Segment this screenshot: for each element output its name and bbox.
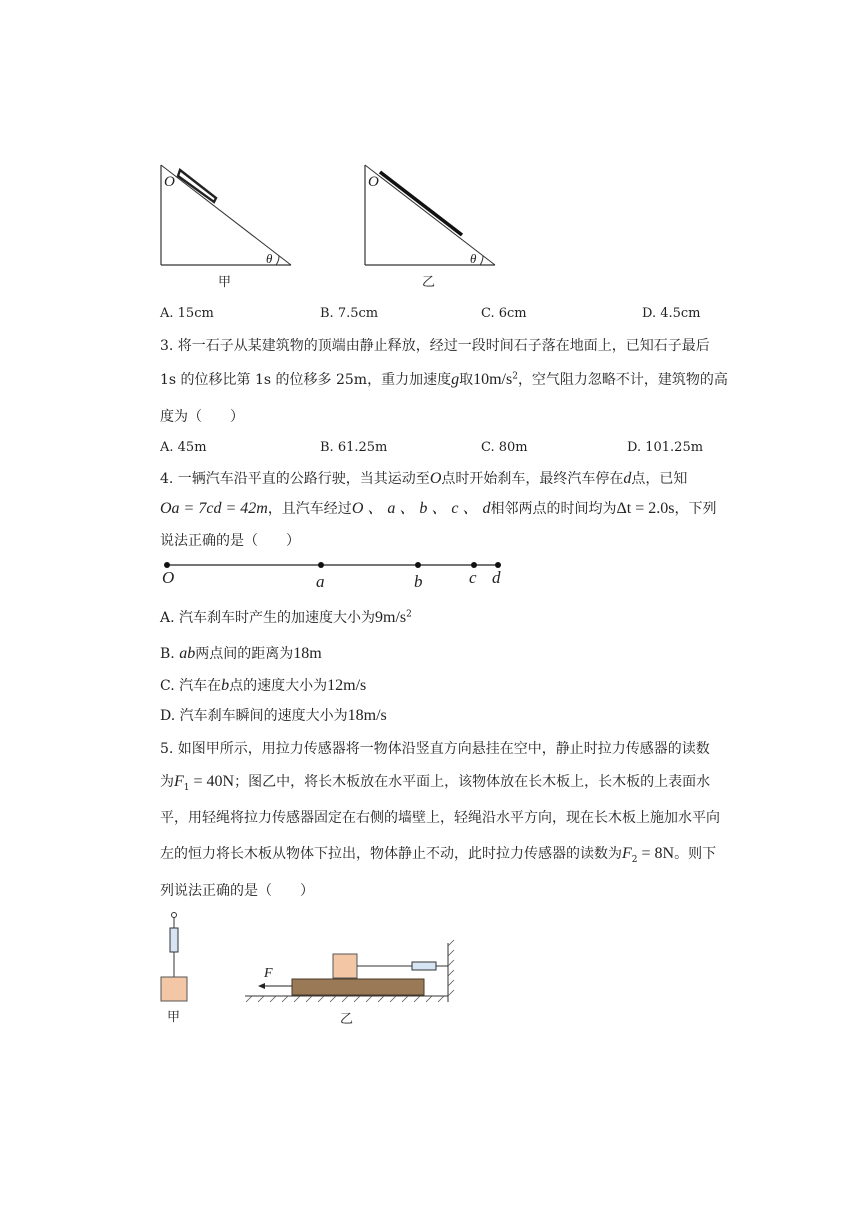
q2-right-label-theta: θ <box>470 251 477 266</box>
q4-point-c: c <box>469 568 477 587</box>
straight-chain <box>380 172 462 235</box>
q2-option-c: C. 6cm <box>481 306 527 321</box>
q2-right-caption: 乙 <box>422 275 436 290</box>
block-on-board <box>333 954 357 978</box>
q4-option-b: B. ab两点间的距离为18m <box>160 645 322 662</box>
theta-arc <box>480 256 483 265</box>
q2-left-caption: 甲 <box>218 275 232 290</box>
q2-left-label-theta: θ <box>266 251 273 266</box>
q3-option-b: B. 61.25m <box>320 440 388 455</box>
q4-option-d: D. 汽车刹车瞬间的速度大小为18m/s <box>160 707 387 724</box>
point-b-dot <box>415 562 421 568</box>
q3-option-c: C. 80m <box>481 440 528 455</box>
long-board <box>292 979 424 995</box>
q4-option-c: C. 汽车在b点的速度大小为12m/s <box>160 677 367 694</box>
q5-line-2: 为$F_1 = 40N$；图乙中，将长木板放在水平面上，该物体放在长木板上，长木板的上表面水 <box>160 773 711 793</box>
q5-line-5: 列说法正确的是（ ） <box>160 883 314 899</box>
q4-point-a: a <box>316 572 325 591</box>
q4-point-o: O <box>162 568 175 587</box>
q3-line-2: 1s 的位移比第 1s 的位移多 25m，重力加速度g取$10m/s^2$，空气阻力忽略不计，建筑物的高 <box>160 371 728 388</box>
q5-line-4: 左的恒力将长木板从物体下拉出，物体静止不动，此时拉力传感器的读数为$F_2 = 8N$。则下 <box>160 845 717 865</box>
q2-figure-left <box>158 160 298 270</box>
q3-line-1: 3. 将一石子从某建筑物的顶端由静止释放，经过一段时间石子落在地面上，已知石子最后 <box>160 338 710 354</box>
incline-hypotenuse <box>161 165 291 265</box>
folded-chain <box>178 170 216 202</box>
q2-option-a: A. 15cm <box>160 306 214 321</box>
q5-left-caption: 甲 <box>167 1010 181 1025</box>
q5-figure-left <box>158 910 198 1005</box>
q5-right-caption: 乙 <box>340 1012 354 1027</box>
force-sensor-horizontal <box>412 962 436 970</box>
ground-hatch <box>246 996 444 1002</box>
q3-option-a: A. 45m <box>160 440 207 455</box>
q2-left-label-o: O <box>164 174 175 190</box>
q5-figure-right <box>240 940 462 1005</box>
q4-number-line <box>160 558 510 588</box>
q4-line-3: 说法正确的是（ ） <box>160 533 300 549</box>
q4-point-d: d <box>492 568 501 587</box>
q2-option-b: B. 7.5cm <box>320 306 379 321</box>
q2-option-d: D. 4.5cm <box>642 306 701 321</box>
force-arrowhead <box>258 983 265 989</box>
q4-line-1: 4. 一辆汽车沿平直的公路行驶，当其运动至O点时开始刹车，最终汽车停在d点，已知 <box>160 470 688 487</box>
q5-label-f: F <box>264 966 273 981</box>
theta-arc <box>276 256 279 265</box>
q5-line-3: 平，用轻绳将拉力传感器固定在右侧的墙壁上，轻绳沿水平方向，现在长木板上施加水平向 <box>160 810 720 826</box>
q4-line-2: Oa = 7cd = 42m，且汽车经过O 、 a 、 b 、 c 、 d相邻两点的时间均为Δt = 2.0s，下列 <box>160 500 717 517</box>
q2-right-label-o: O <box>368 174 379 190</box>
q4-point-b: b <box>414 572 423 591</box>
hook-ring <box>172 913 177 918</box>
q4-option-a: A. 汽车刹车时产生的加速度大小为$9m/s^2$ <box>160 609 412 626</box>
q5-line-1: 5. 如图甲所示，用拉力传感器将一物体沿竖直方向悬挂在空中，静止时拉力传感器的读数 <box>160 741 710 757</box>
force-sensor <box>170 928 178 952</box>
q2-figure-right <box>362 160 502 270</box>
incline-hypotenuse <box>365 165 495 265</box>
point-a-dot <box>318 562 324 568</box>
hanging-block <box>161 977 187 1001</box>
q3-option-d: D. 101.25m <box>627 440 704 455</box>
q3-line-3: 度为（ ） <box>160 409 244 425</box>
wall-hatch <box>448 940 454 996</box>
